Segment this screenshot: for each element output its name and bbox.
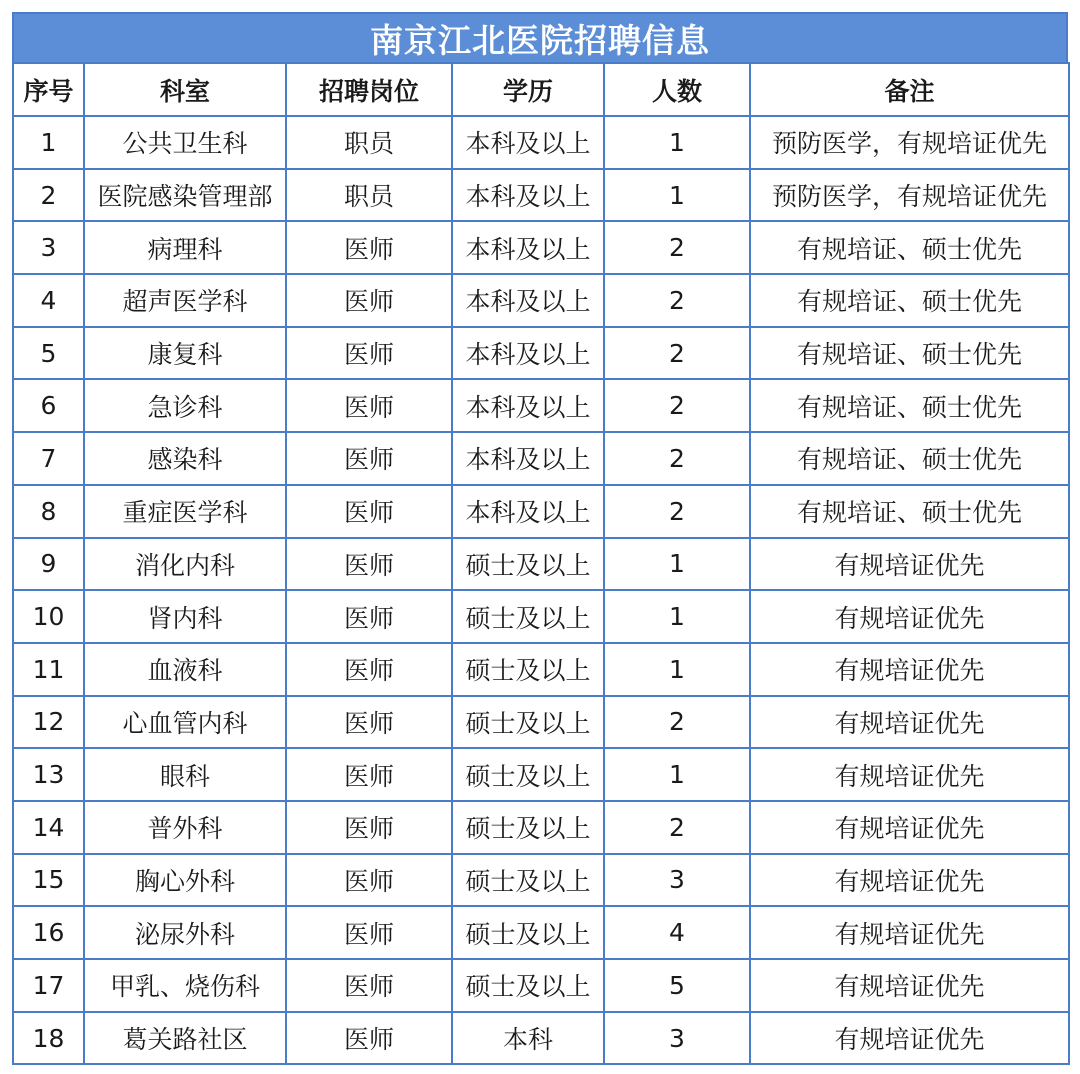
cell-note: 有规培证优先 — [750, 643, 1069, 696]
cell-education: 本科及以上 — [452, 327, 604, 380]
cell-position: 医师 — [286, 906, 452, 959]
cell-no: 11 — [13, 643, 84, 696]
cell-education: 硕士及以上 — [452, 590, 604, 643]
cell-count: 2 — [604, 327, 750, 380]
cell-dept: 甲乳、烧伤科 — [84, 959, 286, 1012]
table-row — [13, 801, 1069, 854]
cell-dept: 胸心外科 — [84, 854, 286, 907]
cell-dept: 眼科 — [84, 748, 286, 801]
cell-note: 有规培证、硕士优先 — [750, 274, 1069, 327]
cell-dept: 血液科 — [84, 643, 286, 696]
cell-no: 5 — [13, 327, 84, 380]
cell-count: 1 — [604, 169, 750, 222]
cell-count: 2 — [604, 485, 750, 538]
cell-dept: 康复科 — [84, 327, 286, 380]
cell-count: 2 — [604, 432, 750, 485]
cell-position: 医师 — [286, 801, 452, 854]
cell-count: 1 — [604, 116, 750, 169]
cell-note: 有规培证优先 — [750, 801, 1069, 854]
header-row — [13, 63, 1069, 116]
cell-count: 5 — [604, 959, 750, 1012]
cell-count: 1 — [604, 538, 750, 591]
cell-position: 医师 — [286, 1012, 452, 1065]
cell-no: 8 — [13, 485, 84, 538]
table-body — [13, 116, 1069, 1064]
cell-count: 4 — [604, 906, 750, 959]
cell-note: 有规培证、硕士优先 — [750, 327, 1069, 380]
header-education: 学历 — [452, 63, 604, 116]
cell-note: 有规培证、硕士优先 — [750, 379, 1069, 432]
cell-position: 医师 — [286, 696, 452, 749]
cell-dept: 肾内科 — [84, 590, 286, 643]
cell-position: 医师 — [286, 221, 452, 274]
cell-note: 有规培证、硕士优先 — [750, 432, 1069, 485]
cell-education: 本科及以上 — [452, 379, 604, 432]
table-row — [13, 432, 1069, 485]
cell-no: 1 — [13, 116, 84, 169]
cell-position: 职员 — [286, 116, 452, 169]
cell-note: 有规培证优先 — [750, 854, 1069, 907]
cell-dept: 超声医学科 — [84, 274, 286, 327]
cell-count: 2 — [604, 274, 750, 327]
cell-count: 1 — [604, 590, 750, 643]
header-note: 备注 — [750, 63, 1069, 116]
cell-position: 医师 — [286, 959, 452, 1012]
cell-position: 医师 — [286, 854, 452, 907]
cell-position: 医师 — [286, 327, 452, 380]
table-row — [13, 379, 1069, 432]
table-row — [13, 854, 1069, 907]
cell-note: 预防医学，有规培证优先 — [750, 116, 1069, 169]
cell-education: 本科及以上 — [452, 485, 604, 538]
cell-education: 硕士及以上 — [452, 643, 604, 696]
recruitment-sheet — [12, 12, 1068, 1065]
cell-dept: 病理科 — [84, 221, 286, 274]
recruitment-table — [12, 62, 1070, 1065]
table-row — [13, 748, 1069, 801]
cell-no: 3 — [13, 221, 84, 274]
table-row — [13, 274, 1069, 327]
cell-position: 医师 — [286, 643, 452, 696]
cell-dept: 感染科 — [84, 432, 286, 485]
cell-position: 医师 — [286, 485, 452, 538]
cell-no: 12 — [13, 696, 84, 749]
cell-no: 18 — [13, 1012, 84, 1065]
cell-dept: 急诊科 — [84, 379, 286, 432]
table-row — [13, 538, 1069, 591]
cell-no: 6 — [13, 379, 84, 432]
cell-count: 2 — [604, 696, 750, 749]
cell-no: 13 — [13, 748, 84, 801]
cell-no: 4 — [13, 274, 84, 327]
cell-note: 有规培证优先 — [750, 959, 1069, 1012]
cell-no: 15 — [13, 854, 84, 907]
table-row — [13, 906, 1069, 959]
table-row — [13, 590, 1069, 643]
cell-note: 有规培证优先 — [750, 748, 1069, 801]
header-no: 序号 — [13, 63, 84, 116]
cell-count: 2 — [604, 801, 750, 854]
cell-count: 1 — [604, 643, 750, 696]
cell-position: 医师 — [286, 432, 452, 485]
table-row — [13, 959, 1069, 1012]
cell-count: 2 — [604, 379, 750, 432]
cell-education: 本科及以上 — [452, 274, 604, 327]
cell-note: 预防医学，有规培证优先 — [750, 169, 1069, 222]
cell-position: 医师 — [286, 379, 452, 432]
cell-education: 硕士及以上 — [452, 748, 604, 801]
cell-education: 硕士及以上 — [452, 959, 604, 1012]
cell-position: 医师 — [286, 748, 452, 801]
cell-education: 本科及以上 — [452, 221, 604, 274]
cell-education: 本科 — [452, 1012, 604, 1065]
cell-education: 硕士及以上 — [452, 854, 604, 907]
cell-education: 硕士及以上 — [452, 696, 604, 749]
cell-position: 医师 — [286, 538, 452, 591]
cell-no: 10 — [13, 590, 84, 643]
cell-no: 9 — [13, 538, 84, 591]
cell-note: 有规培证优先 — [750, 1012, 1069, 1065]
cell-note: 有规培证、硕士优先 — [750, 485, 1069, 538]
table-row — [13, 1012, 1069, 1065]
cell-dept: 医院感染管理部 — [84, 169, 286, 222]
cell-education: 硕士及以上 — [452, 906, 604, 959]
table-header — [13, 63, 1069, 116]
header-count: 人数 — [604, 63, 750, 116]
cell-count: 3 — [604, 1012, 750, 1065]
cell-no: 16 — [13, 906, 84, 959]
cell-dept: 消化内科 — [84, 538, 286, 591]
sheet-title: 南京江北医院招聘信息 — [12, 12, 1068, 62]
table-row — [13, 696, 1069, 749]
table-row — [13, 116, 1069, 169]
cell-note: 有规培证优先 — [750, 696, 1069, 749]
table-row — [13, 169, 1069, 222]
header-position: 招聘岗位 — [286, 63, 452, 116]
cell-position: 医师 — [286, 274, 452, 327]
cell-education: 本科及以上 — [452, 116, 604, 169]
cell-no: 7 — [13, 432, 84, 485]
cell-dept: 心血管内科 — [84, 696, 286, 749]
cell-dept: 公共卫生科 — [84, 116, 286, 169]
cell-education: 硕士及以上 — [452, 801, 604, 854]
cell-dept: 葛关路社区 — [84, 1012, 286, 1065]
cell-no: 2 — [13, 169, 84, 222]
cell-position: 医师 — [286, 590, 452, 643]
cell-note: 有规培证优先 — [750, 906, 1069, 959]
table-row — [13, 327, 1069, 380]
cell-note: 有规培证优先 — [750, 590, 1069, 643]
header-dept: 科室 — [84, 63, 286, 116]
cell-dept: 泌尿外科 — [84, 906, 286, 959]
cell-count: 3 — [604, 854, 750, 907]
cell-note: 有规培证、硕士优先 — [750, 221, 1069, 274]
table-row — [13, 643, 1069, 696]
cell-dept: 重症医学科 — [84, 485, 286, 538]
cell-count: 1 — [604, 748, 750, 801]
cell-no: 17 — [13, 959, 84, 1012]
cell-position: 职员 — [286, 169, 452, 222]
cell-note: 有规培证优先 — [750, 538, 1069, 591]
cell-no: 14 — [13, 801, 84, 854]
cell-education: 本科及以上 — [452, 432, 604, 485]
cell-education: 本科及以上 — [452, 169, 604, 222]
cell-education: 硕士及以上 — [452, 538, 604, 591]
cell-dept: 普外科 — [84, 801, 286, 854]
cell-count: 2 — [604, 221, 750, 274]
table-row — [13, 221, 1069, 274]
table-row — [13, 485, 1069, 538]
